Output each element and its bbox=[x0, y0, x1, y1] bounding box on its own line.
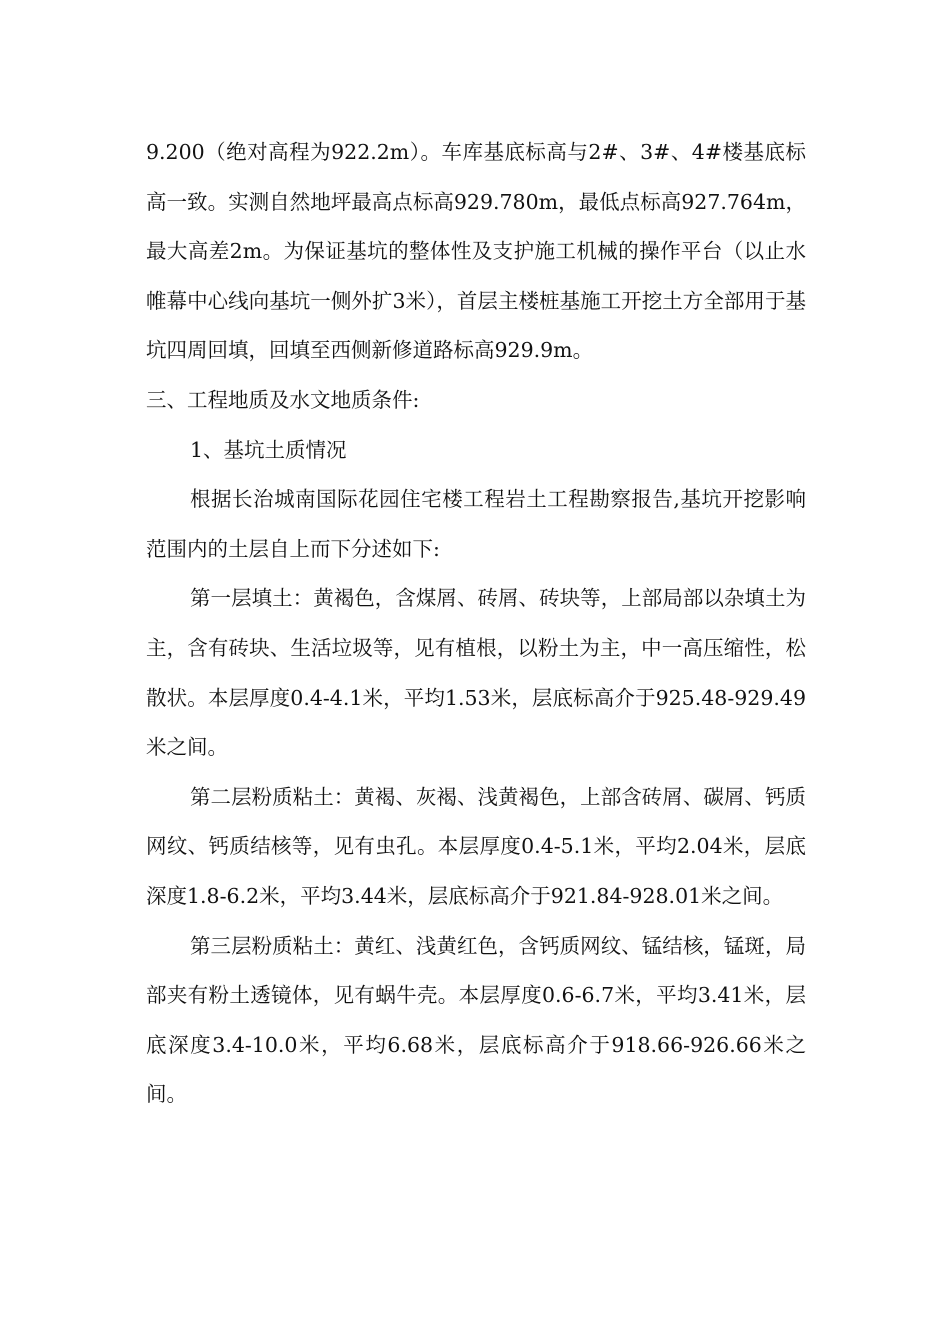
body-text bbox=[146, 128, 806, 1120]
paragraph-layer-2: 第二层粉质粘土：黄褐、灰褐、浅黄褐色，上部含砖屑、碳屑、钙质网纹、钙质结核等，见有虫孔。本层厚度0.4-5.1米，平均2.04米，层底深度1.8-6.2米，平均3.44米，层底标高介于921.84-928.01米之间。 bbox=[146, 784, 806, 908]
paragraph-intro: 根据长治城南国际花园住宅楼工程岩土工程勘察报告,基坑开挖影响范围内的土层自上而下分述如下: bbox=[146, 487, 806, 561]
section-heading: 三、工程地质及水文地质条件: bbox=[146, 387, 420, 412]
paragraph-layer-1: 第一层填土：黄褐色，含煤屑、砖屑、砖块等，上部局部以杂填土为主，含有砖块、生活垃圾等，见有植根，以粉土为主，中一高压缩性，松散状。本层厚度0.4-4.1米，平均1.53米，层底标高介于925.48-929.49米之间。 bbox=[146, 586, 806, 760]
paragraph-layer-3: 第三层粉质粘土：黄红、浅黄红色，含钙质网纹、锰结核，锰斑，局部夹有粉土透镜体，见有蜗牛壳。本层厚度0.6-6.7米，平均3.41米，层底深度3.4-10.0米，平均6.68米，层底标高介于918.66-926.66米之间。 bbox=[146, 933, 806, 1107]
paragraph-continuation: 9.200（绝对高程为922.2m）。车库基底标高与2#、3#、4#楼基底标高一致。实测自然地坪最高点标高929.780m，最低点标高927.764m，最大高差2m。为保证基坑的整体性及支护施工机械的操作平台（以止水帷幕中心线向基坑一侧外扩3米），首层主楼桩基施工开挖土方全部用于基坑四周回填，回填至西侧新修道路标高929.9m。 bbox=[146, 140, 806, 363]
subsection-heading: 1、基坑土质情况 bbox=[190, 437, 347, 462]
